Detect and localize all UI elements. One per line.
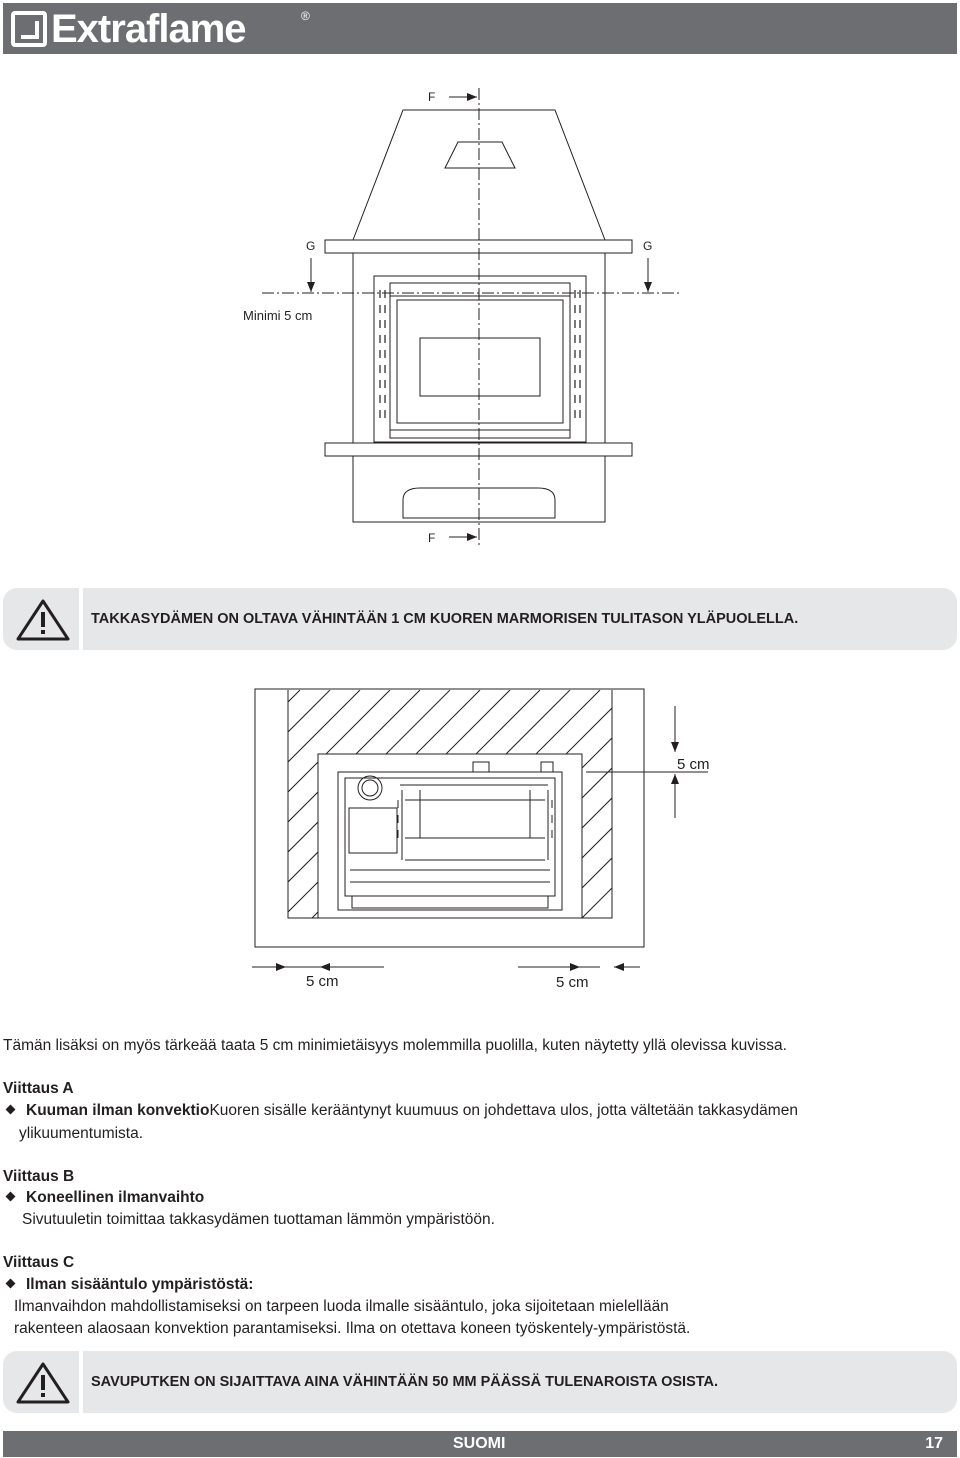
section-a-item (3, 1100, 943, 1122)
brand-name: Extraflame (51, 6, 246, 51)
intro-paragraph: Tämän lisäksi on myös tärkeää taata 5 cm minimietäisyys molemmilla puolilla, kuten näytetty yllä olevissa kuvissa. (3, 1037, 787, 1054)
section-label-g-right: G (643, 239, 653, 253)
section-a-item-cont: ylikuumentumista. (19, 1125, 144, 1142)
registered-mark-icon: ® (301, 9, 310, 23)
footer-language: SUOMI (453, 1435, 506, 1452)
clearance-label-left: 5 cm (306, 973, 339, 990)
brand-logo-mark (11, 11, 47, 47)
bullet-icon (6, 1105, 16, 1115)
section-b-heading: Viittaus B (3, 1168, 75, 1185)
section-b-item-text: Sivutuuletin toimittaa takkasydämen tuottaman lämmön ympäristöön. (22, 1211, 495, 1228)
clearance-label-back: 5 cm (677, 756, 710, 773)
section-a-item-text: Kuoren sisälle kerääntynyt kuumuus on johdettava ulos, jotta vältetään takkasydämen (209, 1102, 798, 1119)
bullet-icon (6, 1279, 16, 1289)
page-footer (3, 1431, 957, 1457)
warning-separator (79, 588, 83, 650)
fireplace-top-diagram (250, 685, 720, 995)
section-b-item (3, 1187, 204, 1209)
fireplace-front-diagram (230, 78, 700, 548)
section-label-f-top: F (428, 90, 436, 104)
minimum-distance-label: Minimi 5 cm (243, 308, 313, 323)
section-c-text-line1: Ilmanvaihdon mahdollistamiseksi on tarpeen luoda ilmalle sisääntulo, joka sijoitetaan mielellään (14, 1298, 669, 1315)
warning-triangle-icon (15, 1361, 71, 1405)
section-a-heading: Viittaus A (3, 1080, 74, 1097)
brand-logo (11, 7, 246, 51)
page-header (3, 3, 957, 54)
section-b-item-title: Koneellinen ilmanvaihto (26, 1189, 205, 1206)
page-number: 17 (925, 1435, 943, 1452)
warning-separator (79, 1351, 83, 1413)
section-c-item-title: Ilman sisääntulo ympäristöstä: (26, 1276, 254, 1293)
clearance-label-right: 5 cm (556, 974, 589, 991)
section-a-item-title: Kuuman ilman konvektio (26, 1102, 210, 1119)
warning-box-flue-pipe (3, 1351, 957, 1413)
section-label-g-left: G (306, 239, 316, 253)
warning-text: TAKKASYDÄMEN ON OLTAVA VÄHINTÄÄN 1 CM KUOREN MARMORISEN TULITASON YLÄPUOLELLA. (91, 611, 799, 627)
section-c-text-line2: rakenteen alaosaan konvektion parantamiseksi. Ilma on otettava koneen työskentely-ympäristöstä. (14, 1320, 691, 1337)
warning-triangle-icon (15, 598, 71, 642)
section-c-item (3, 1274, 253, 1296)
warning-text: SAVUPUTKEN ON SIJAITTAVA AINA VÄHINTÄÄN 50 MM PÄÄSSÄ TULENAROISTA OSISTA. (91, 1374, 719, 1390)
section-c-heading: Viittaus C (3, 1254, 75, 1271)
warning-box-marble-hearth (3, 588, 957, 650)
bullet-icon (6, 1192, 16, 1202)
section-label-f-bottom: F (428, 531, 436, 545)
